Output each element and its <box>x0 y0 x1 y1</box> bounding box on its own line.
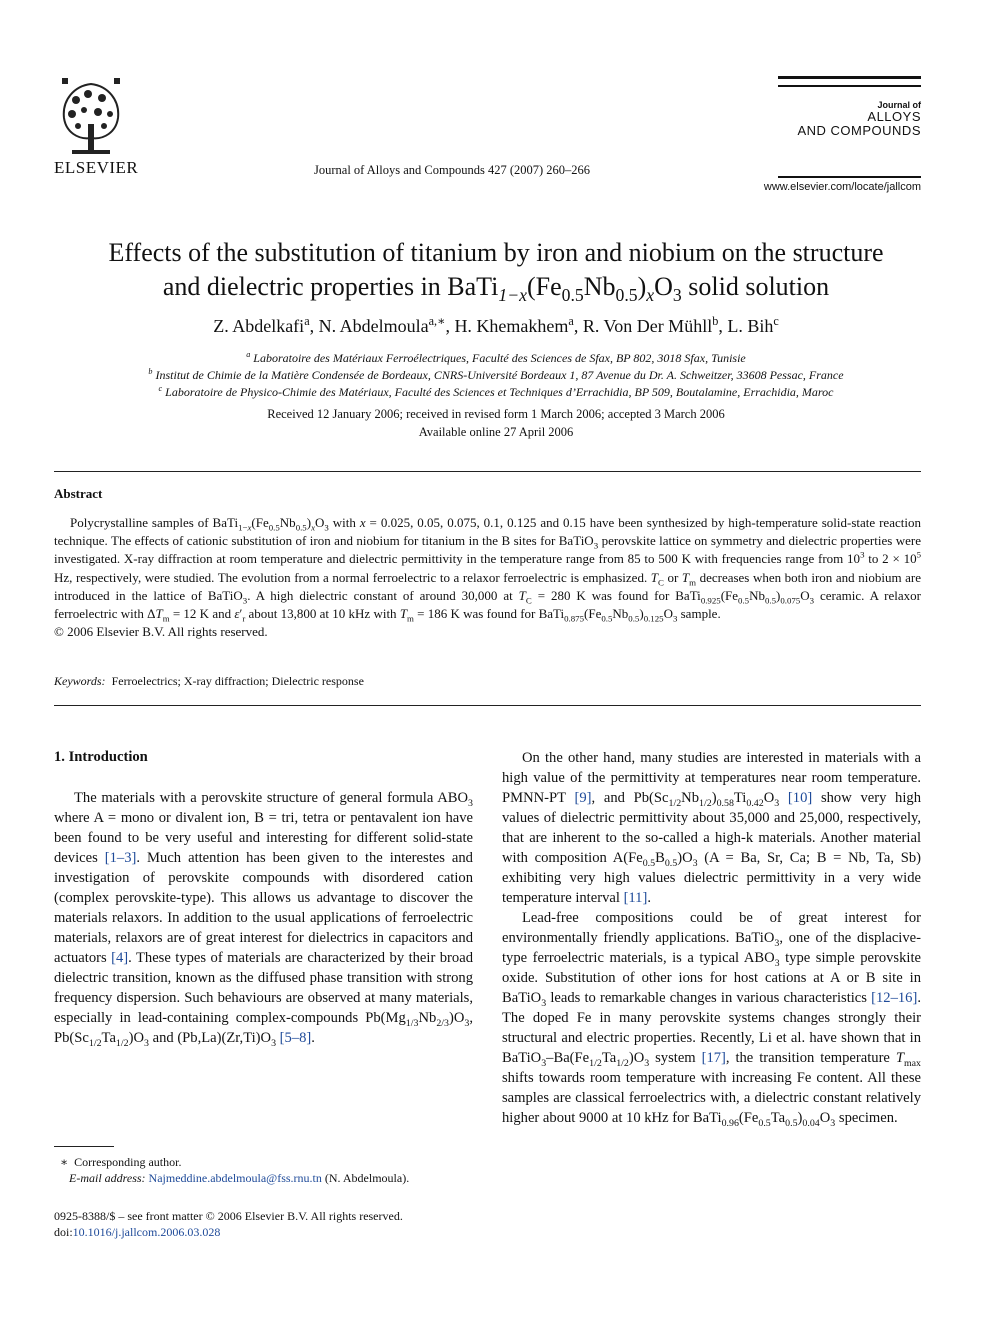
citation-link[interactable]: [9] <box>574 790 592 806</box>
author-affil-mark: a,∗ <box>428 314 446 328</box>
article-title <box>40 236 952 304</box>
journal-logo-line2: ALLOYS <box>867 109 921 125</box>
author-name: R. Von Der Mühll <box>582 316 713 336</box>
divider-top <box>54 471 921 472</box>
title-line-2: and dielectric properties in $BaTi_{1-x}(Fe_{0.5}Nb_{0.5})_xO_3$ solid solution <box>162 272 830 306</box>
corresponding-author-note: ∗ Corresponding author. <box>60 1155 182 1169</box>
author-affil-mark: c <box>773 314 779 328</box>
footnote <box>60 1154 409 1186</box>
doi-link[interactable]: 10.1016/j.jallcom.2006.03.028 <box>72 1225 221 1239</box>
body-paragraph: On the other hand, many studies are interested in materials with a high value of the permittivity at temperatures near room temperature. PMNN-PT [9], and $Pb(Sc_{1/2}Nb_{1/2})_{0.58}Ti_{0.42}O_3$ [10] show very high values of dielectric permittivity about 35,000 and 25,000, respectively, that are inherent to the so-called a high-k materials. Another material with composition $A(Fe_{0.5}B_{0.5})O_3$ (A = Ba, Sr, Ca; B = Nb, Ta, Sb) exhibiting very high values dielectric permittivity in a very wide temperature interval [11]. <box>502 750 922 906</box>
author-affil-mark: b <box>712 314 719 328</box>
body-column-right <box>502 748 921 1128</box>
citation-link[interactable]: [17] <box>701 1050 726 1066</box>
author-name: L. Bih <box>727 316 774 336</box>
affiliations <box>40 350 952 401</box>
abstract-copyright: © 2006 Elsevier B.V. All rights reserved. <box>54 624 268 640</box>
affiliation-b: $^b$ Institut de Chimie de la Matière Condensée de Bordeaux, CNRS-Université Bordeaux 1, 87 Avenue du Dr. A. Schweitzer, 33608 Pessac, France <box>148 367 844 382</box>
body-paragraph: Lead-free compositions could be of great interest for environmentally friendly applications. BaTiO$_3$, one of the displacive-type ferroelectric materials, is a typical $ABO_3$ type simple perovskite oxide. Substitution of other ions for host cations at A or B site in BaTiO$_3$ leads to remarkable changes in various characteristics [12–16]. The doped Fe in many perovskite systems changes strongly their structural and electric properties. Recently, Li et al. have shown that in $BaTiO_3-Ba(Fe_{1/2}Ta_{1/2})O_3$ system [17], the transition temperature $T_{max}$ shifts towards room temperature with increasing Fe content. All these samples are classical ferroelectrics with, a dielectric constant relatively higher about 9000 at 10 kHz for $BaTi_{0.96}(Fe_{0.5}Ta_{0.5})_{0.04}O_3$ specimen. <box>502 910 922 1129</box>
author-list: Z. Abdelkafi$^a$, N. Abdelmoula$^{a,∗}$, H. Khemakhem$^a$, R. Von Der Mühll$^b$, L. Bih$^c$ <box>213 314 779 336</box>
abstract-body <box>54 514 921 641</box>
journal-citation: Journal of Alloys and Compounds 427 (2007) 260–266 <box>314 163 591 177</box>
journal-logo-line3: AND COMPOUNDS <box>797 123 921 139</box>
issn-line: 0925-8388/$ – see front matter © 2006 Elsevier B.V. All rights reserved. <box>54 1209 403 1223</box>
journal-rule-top-thin <box>778 85 921 87</box>
body-paragraph: The materials with a perovskite structure of general formula $ABO_3$ where A = mono or divalent ion, B = tri, tetra or pentavalent ion have been found to be very useful and interesting for different solid-state devices [1–3]. Much attention has been given to the interestes and investigation of perovskite compounds with disordered cation (complex perovskite-type). This allows us advantage to discover the materials relaxors. In addition to the usual applications of ferroelectric materials, relaxors are of great interest for dielectrics in capacitors and actuators [4]. These types of materials are characterized by their broad dielectric transition, known as the diffused phase transition with strong frequency dispersion. Such behaviours are observed at many materials, especially in lead-containing complex-compounds $Pb(Mg_{1/3}Nb_{2/3})O_3$, $Pb(Sc_{1/2}Ta_{1/2})O_3$ and $(Pb,La)(Zr,Ti)O_3$ [5–8]. <box>54 790 473 1049</box>
affiliation-a: $^a$ Laboratoire des Matériaux Ferroélectriques, Faculté des Sciences de Sfax, BP 802, 3018 Sfax, Tunisie <box>246 350 746 365</box>
citation-link[interactable]: [10] <box>787 790 813 806</box>
keywords <box>54 674 364 689</box>
journal-url[interactable]: www.elsevier.com/locate/jallcom <box>763 181 921 193</box>
title-line-1: Effects of the substitution of titanium by iron and niobium on the structure <box>108 238 884 267</box>
section-heading: 1. Introduction <box>54 749 148 765</box>
author-name: N. Abdelmoula <box>318 316 429 336</box>
doi-line: doi:10.1016/j.jallcom.2006.03.028 <box>54 1225 221 1239</box>
journal-rule-bottom <box>778 176 921 178</box>
author-affil-mark: a <box>304 314 310 328</box>
citation-link[interactable]: [11] <box>623 890 648 906</box>
email-link[interactable]: Najmeddine.abdelmoula@fss.rnu.tn <box>148 1171 322 1185</box>
received-dates: Received 12 January 2006; received in revised form 1 March 2006; accepted 3 March 2006 <box>267 407 725 421</box>
citation-link[interactable]: [4] <box>111 950 129 966</box>
divider-bottom <box>54 705 921 706</box>
email-note: E-mail address: Najmeddine.abdelmoula@fss.rnu.tn (N. Abdelmoula). <box>69 1171 410 1185</box>
publisher-name: ELSEVIER <box>54 158 139 177</box>
author-name: H. Khemakhem <box>454 316 569 336</box>
abstract-heading: Abstract <box>54 486 103 501</box>
article-dates <box>40 406 952 441</box>
footnote-rule <box>54 1146 114 1147</box>
online-date: Available online 27 April 2006 <box>418 424 574 439</box>
keywords-label: Keywords: <box>54 674 106 688</box>
citation-link[interactable]: [12–16] <box>871 990 918 1006</box>
journal-logo <box>778 101 921 138</box>
citation-link[interactable]: [1–3] <box>104 850 137 866</box>
affiliation-c: $^c$ Laboratoire de Physico-Chimie des Matériaux, Faculté des Sciences et Techniques d’Errachidia, BP 509, Boutalamine, Errachidia, Maroc <box>158 384 834 399</box>
journal-rule-top <box>778 76 921 79</box>
body-column-left <box>54 788 473 1048</box>
author-affil-mark: a <box>568 314 574 328</box>
journal-logo-line1: Journal of <box>877 100 921 110</box>
elsevier-tree-logo <box>54 74 128 158</box>
keywords-text: Ferroelectrics; X-ray diffraction; Dielectric response <box>111 674 364 688</box>
page-footer <box>54 1208 403 1240</box>
abstract-paragraph: Polycrystalline samples of $BaTi_{1-x}(Fe_{0.5}Nb_{0.5})_xO_3$ with x = 0.025, 0.05, 0.075, 0.1, 0.125 and 0.15 have been synthesized by high-temperature solid-state reaction technique. The effects of cationic substitution of iron and niobium for titanium in the B sites for BaTiO$_3$ perovskite lattice on symmetry and dielectric properties were investigated. X-ray diffraction at room temperature and dielectric permittivity in the temperature range from 85 to 500 K with frequencies range from $10^3$ to $2 \times 10^5$ Hz, respectively, were studied. The evolution from a normal ferroelectric to a relaxor ferroelectric is emphasized. $T_C$ or $T_m$ decreases when both iron and niobium are introduced in the lattice of BaTiO$_3$. A high dielectric constant of around 30,000 at $T_C = 280$ K was found for $BaTi_{0.925}(Fe_{0.5}Nb_{0.5})_{0.075}O_3$ ceramic. A relaxor ferroelectric with $\Delta T_m = 12$ K and $\varepsilon'_r$ about 13,800 at 10 kHz with $T_m = 186$ K was found for $BaTi_{0.875}(Fe_{0.5}Nb_{0.5})_{0.125}O_3$ sample. <box>54 515 921 624</box>
author-name: Z. Abdelkafi <box>213 316 305 336</box>
citation-link[interactable]: [5–8] <box>279 1030 312 1046</box>
